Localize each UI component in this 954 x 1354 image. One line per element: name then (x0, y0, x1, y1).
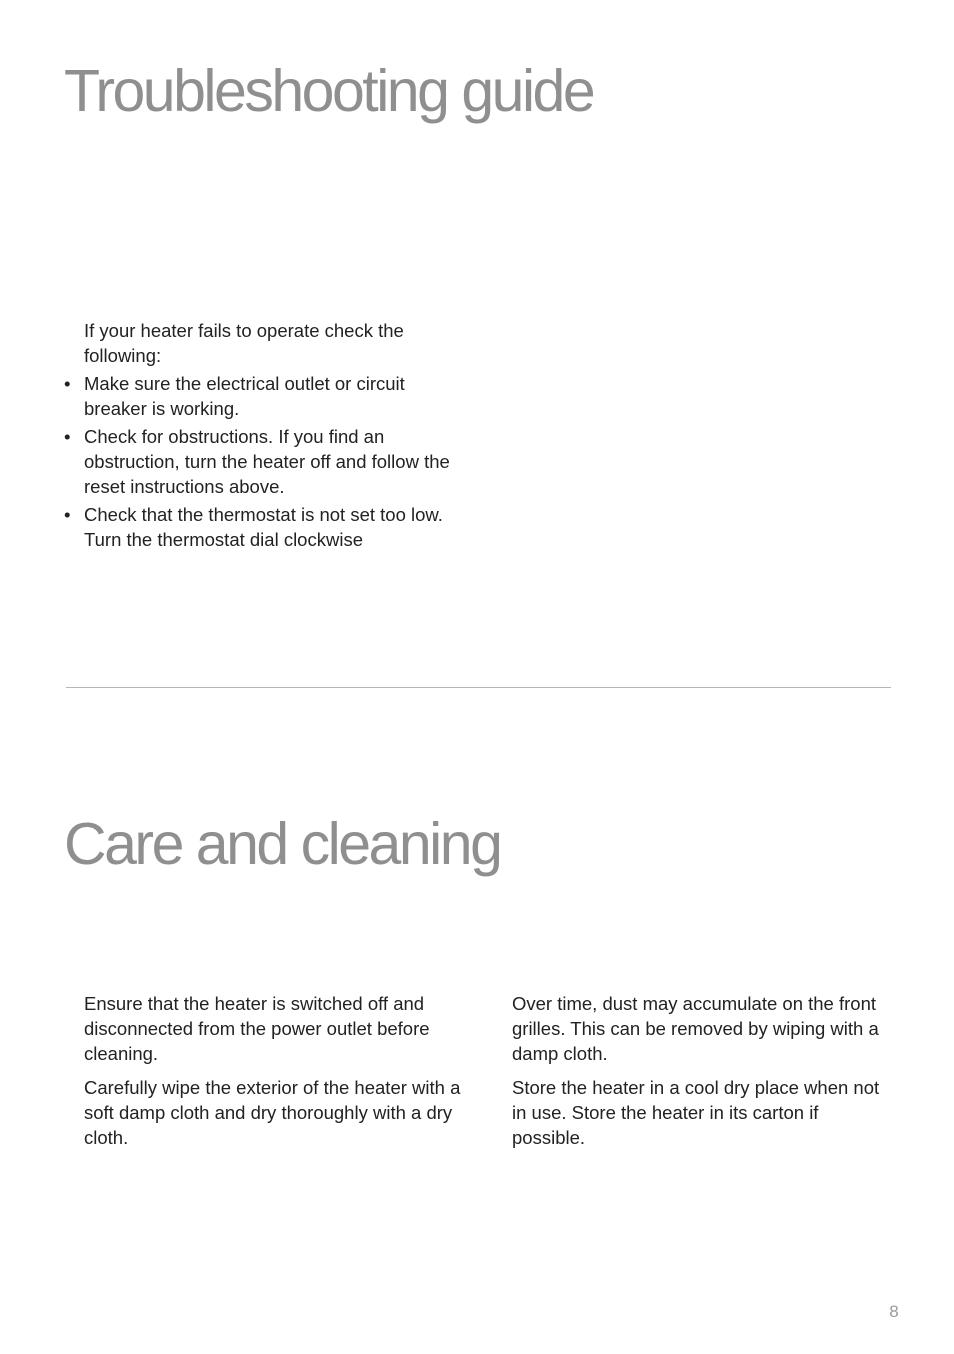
troubleshooting-section (64, 318, 464, 555)
list-item (64, 502, 464, 552)
list-item (64, 424, 464, 499)
bullet-icon: • (64, 373, 71, 394)
bullet-icon: • (64, 426, 71, 447)
care-paragraph: Carefully wipe the exterior of the heater with a soft damp cloth and dry thoroughly with a dry cloth. (84, 1077, 461, 1148)
list-item-text: Check for obstructions. If you find an obstruction, turn the heater off and follow the reset instructions above. (84, 426, 450, 497)
list-item-text: Make sure the electrical outlet or circuit breaker is working. (84, 373, 405, 419)
troubleshooting-list (64, 371, 464, 552)
page-number: 8 (889, 1302, 899, 1321)
list-item-text: Check that the thermostat is not set too low. Turn the thermostat dial clockwise (84, 504, 443, 550)
care-paragraph: Ensure that the heater is switched off and disconnected from the power outlet before cleaning. (84, 993, 430, 1064)
care-title: Care and cleaning (64, 811, 501, 877)
list-item (64, 371, 464, 421)
section-divider (66, 687, 891, 688)
troubleshooting-intro: If your heater fails to operate check the following: (84, 320, 404, 366)
care-left-column (84, 991, 464, 1159)
care-right-column (512, 991, 892, 1159)
care-paragraph: Over time, dust may accumulate on the front grilles. This can be removed by wiping with a damp cloth. (512, 993, 879, 1064)
bullet-icon: • (64, 504, 71, 525)
care-paragraph: Store the heater in a cool dry place when not in use. Store the heater in its carton if possible. (512, 1077, 880, 1148)
troubleshooting-title: Troubleshooting guide (64, 58, 594, 124)
